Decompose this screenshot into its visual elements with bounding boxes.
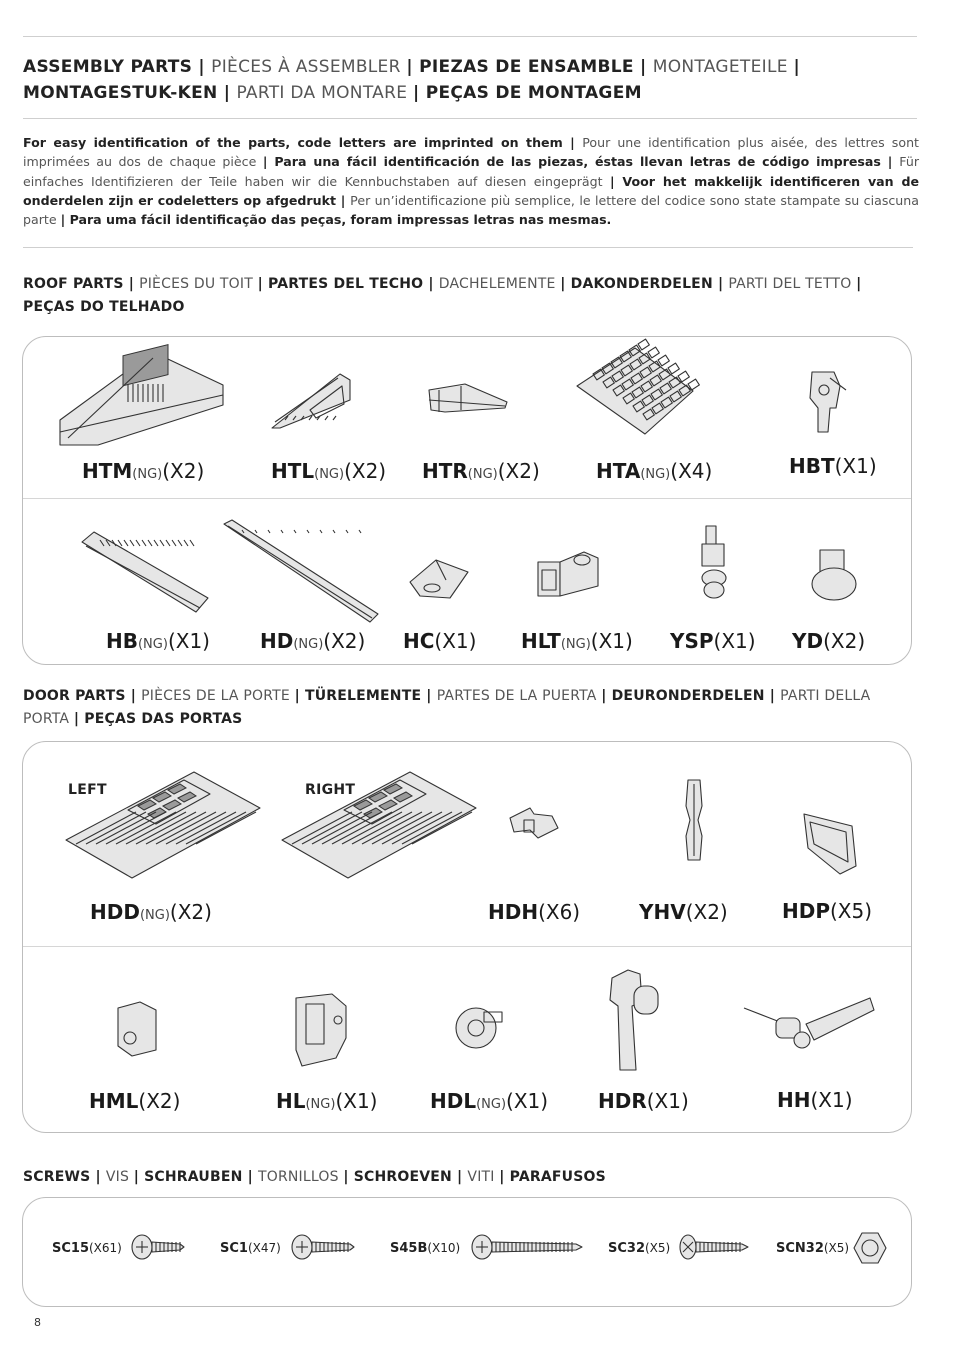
right-truss-icon <box>425 382 515 432</box>
long-screw-icon <box>470 1233 584 1263</box>
screw-code: S45B <box>390 1241 428 1256</box>
part-code-label <box>82 460 204 486</box>
part-code: HDP <box>782 899 830 923</box>
part-code-label <box>488 901 580 923</box>
title-segment: PARTI DA MONTARE <box>236 83 413 103</box>
part-ng-tag: (NG) <box>467 467 498 482</box>
roof-rail-icon <box>222 518 382 628</box>
screw-code: SC15 <box>52 1241 89 1256</box>
screw-label <box>776 1240 849 1257</box>
screws-heading-segment: | SCHRAUBEN | <box>133 1169 258 1185</box>
part-quantity: (X1) <box>506 1089 549 1113</box>
connector-block-icon <box>532 540 602 600</box>
intro-paragraph <box>23 133 919 229</box>
door-row-divider <box>23 946 911 947</box>
part-quantity: (X2) <box>138 1089 181 1113</box>
part-quantity: (X2) <box>823 629 866 653</box>
part-code-label <box>89 1090 180 1112</box>
hex-nut-icon <box>852 1230 888 1266</box>
part-quantity: (X2) <box>497 459 540 483</box>
part-code: HML <box>89 1089 139 1113</box>
intro-rule <box>23 247 913 248</box>
part-code: HDL <box>430 1089 477 1113</box>
part-ng-tag: (NG) <box>476 1097 507 1112</box>
part-code-label <box>777 1089 853 1111</box>
screw-quantity: (X5) <box>823 1241 850 1255</box>
door-panel-icon <box>64 770 264 880</box>
part-quantity: (X1) <box>590 629 633 653</box>
screw-label <box>220 1240 281 1257</box>
intro-segment: | Para una fácil identificación de las piezas, éstas llevan letras de código impresas | <box>262 154 900 170</box>
ridge-beam-icon <box>80 528 210 618</box>
part-code: HDH <box>488 900 539 924</box>
door-heading-segment: | TÜRELEMENTE | <box>294 688 437 704</box>
part-code-label <box>430 1090 548 1116</box>
part-quantity: (X1) <box>810 1088 853 1112</box>
intro-segment: Per un’identificazione più semplice, le lettere del codice sono state stampate su ciascuna parte <box>23 192 919 228</box>
part-code-label <box>639 901 728 923</box>
intro-segment: For easy identification of the parts, code letters are imprinted on them | <box>23 135 583 150</box>
latch-housing-icon <box>292 990 352 1070</box>
part-code-label <box>789 455 877 477</box>
screw-label <box>52 1240 122 1257</box>
door-left-label: LEFT <box>68 782 107 798</box>
ridge-cap-icon <box>406 552 476 602</box>
door-heading-segment: DOOR PARTS | <box>23 688 142 704</box>
part-code: HH <box>777 1088 811 1112</box>
part-quantity: (X1) <box>335 1089 378 1113</box>
roof-heading-segment: ROOF PARTS | <box>23 276 140 292</box>
part-code: HTA <box>596 459 641 483</box>
title-rule <box>23 118 917 119</box>
part-quantity: (X6) <box>538 900 581 924</box>
roof-heading-segment: PIÈCES DU TOIT <box>139 276 258 292</box>
spring-pin-icon <box>694 522 734 602</box>
part-code-label <box>670 630 756 652</box>
door-panel-icon <box>280 770 480 880</box>
screws-heading-segment: VIS <box>105 1169 134 1185</box>
flat-head-screw-icon <box>678 1233 750 1263</box>
door-lock-icon <box>448 998 508 1058</box>
screw-quantity: (X61) <box>89 1241 122 1255</box>
part-code-label <box>260 630 365 656</box>
door-heading-segment: PARTES DE LA PUERTA <box>436 688 602 704</box>
door-right-label: RIGHT <box>305 782 356 798</box>
part-code: HDR <box>598 1089 647 1113</box>
roof-heading-segment: | DAKONDERDELEN | <box>560 276 729 292</box>
part-code-label <box>90 901 212 927</box>
part-code-label <box>782 900 872 922</box>
left-truss-icon <box>270 370 360 430</box>
page-number: 8 <box>34 1316 41 1329</box>
screw-icon <box>290 1233 356 1263</box>
intro-segment: Pour une identification plus aisée, des lettres sont imprimées au dos de chaque pièce <box>23 135 919 170</box>
part-quantity: (X2) <box>169 900 212 924</box>
screw-label <box>608 1240 670 1257</box>
part-ng-tag: (NG) <box>640 467 671 482</box>
part-quantity: (X2) <box>323 629 366 653</box>
screw-code: SC1 <box>220 1241 248 1256</box>
part-ng-tag: (NG) <box>132 467 163 482</box>
part-quantity: (X2) <box>162 459 205 483</box>
part-quantity: (X1) <box>434 629 477 653</box>
title-segment: ASSEMBLY PARTS | <box>23 57 212 77</box>
part-code-label <box>792 630 865 652</box>
roof-panel-icon <box>575 346 695 436</box>
page-title <box>23 54 923 106</box>
roof-parts-heading <box>23 273 913 319</box>
door-hinge-icon <box>504 804 564 844</box>
part-ng-tag: (NG) <box>137 637 168 652</box>
part-code-label <box>598 1090 689 1112</box>
part-code-label <box>271 460 386 486</box>
part-code: HC <box>403 629 435 653</box>
part-quantity: (X1) <box>834 454 877 478</box>
part-code: YSP <box>670 629 714 653</box>
part-code: YD <box>792 629 824 653</box>
roof-gable-icon <box>58 350 228 450</box>
screws-heading-segment: VITI <box>467 1169 500 1185</box>
part-code: HL <box>276 1089 306 1113</box>
roof-heading-segment: PARTI DEL TETTO <box>728 276 857 292</box>
part-ng-tag: (NG) <box>314 467 345 482</box>
part-ng-tag: (NG) <box>293 637 324 652</box>
roof-row-divider <box>23 498 911 499</box>
part-ng-tag: (NG) <box>560 637 591 652</box>
door-heading-segment: | DEURONDERDELEN | <box>601 688 781 704</box>
screws-heading-segment: | PARAFUSOS <box>499 1169 606 1185</box>
door-handle-icon <box>740 994 880 1064</box>
part-quantity: (X2) <box>344 459 387 483</box>
title-segment: | MONTAGESTUK-KEN | <box>23 57 800 103</box>
title-segment: | PEÇAS DE MONTAGEM <box>412 83 642 103</box>
part-code: YHV <box>639 900 686 924</box>
screw-quantity: (X10) <box>427 1241 461 1255</box>
part-code: HB <box>106 629 138 653</box>
screw-quantity: (X5) <box>645 1241 671 1255</box>
part-code-label <box>521 630 633 656</box>
door-plate-icon <box>800 808 860 878</box>
part-quantity: (X4) <box>670 459 713 483</box>
screw-code: SC32 <box>608 1241 645 1256</box>
door-heading-segment: PARTI DELLA PORTA <box>23 688 871 727</box>
intro-segment: | Para uma fácil identificação das peças, foram impressas letras nas mesmas. <box>60 212 612 228</box>
hinge-pin-icon <box>678 776 708 866</box>
part-quantity: (X1) <box>713 629 756 653</box>
part-quantity: (X1) <box>646 1089 689 1113</box>
roof-heading-segment: DACHELEMENTE <box>438 276 561 292</box>
screws-heading-segment: SCREWS | <box>23 1169 106 1185</box>
metal-lock-plate-icon <box>112 998 162 1058</box>
part-code: HD <box>260 629 294 653</box>
roof-heading-segment: | PEÇAS DO TELHADO <box>23 276 862 315</box>
screws-heading <box>23 1166 913 1189</box>
roof-heading-segment: | PARTES DEL TECHO | <box>257 276 439 292</box>
part-code: HTL <box>271 459 315 483</box>
top-rule <box>23 36 917 37</box>
part-code-label <box>596 460 712 486</box>
door-rod-icon <box>606 966 666 1076</box>
part-code-label <box>403 630 476 652</box>
screws-heading-segment: TORNILLOS <box>257 1169 344 1185</box>
title-segment: | PIEZAS DE ENSAMBLE | <box>406 57 653 77</box>
part-quantity: (X5) <box>830 899 873 923</box>
intro-segment: Für einfaches Identifizieren der Teile haben wir die Kennbuchstaben auf diesen eingeprägt <box>23 154 919 189</box>
part-ng-tag: (NG) <box>305 1097 336 1112</box>
title-segment: MONTAGETEILE <box>652 57 794 77</box>
screw-quantity: (X47) <box>247 1241 281 1255</box>
round-plug-icon <box>806 544 866 604</box>
door-heading-segment: | PEÇAS DAS PORTAS <box>73 711 243 727</box>
part-code: HLT <box>521 629 561 653</box>
screw-label <box>390 1240 460 1257</box>
door-heading-segment: PIÈCES DE LA PORTE <box>141 688 295 704</box>
screw-code: SCN32 <box>776 1241 824 1256</box>
part-code-label <box>422 460 540 486</box>
part-code: HTM <box>82 459 133 483</box>
intro-segment: | Voor het makkelijk identificeren van de onderdelen zijn er codeletters op afgedrukt | <box>23 173 920 208</box>
part-code: HBT <box>789 454 835 478</box>
door-parts-heading <box>23 685 913 731</box>
part-code-label <box>106 630 210 656</box>
title-segment: PIÈCES À ASSEMBLER <box>211 57 407 77</box>
part-quantity: (X1) <box>167 629 210 653</box>
screws-heading-segment: | SCHROEVEN | <box>343 1169 468 1185</box>
part-code: HDD <box>90 900 140 924</box>
part-quantity: (X2) <box>685 900 728 924</box>
part-ng-tag: (NG) <box>139 908 170 923</box>
part-code: HTR <box>422 459 468 483</box>
roof-bracket-icon <box>800 368 860 438</box>
short-screw-icon <box>130 1233 186 1263</box>
part-code-label <box>276 1090 377 1116</box>
